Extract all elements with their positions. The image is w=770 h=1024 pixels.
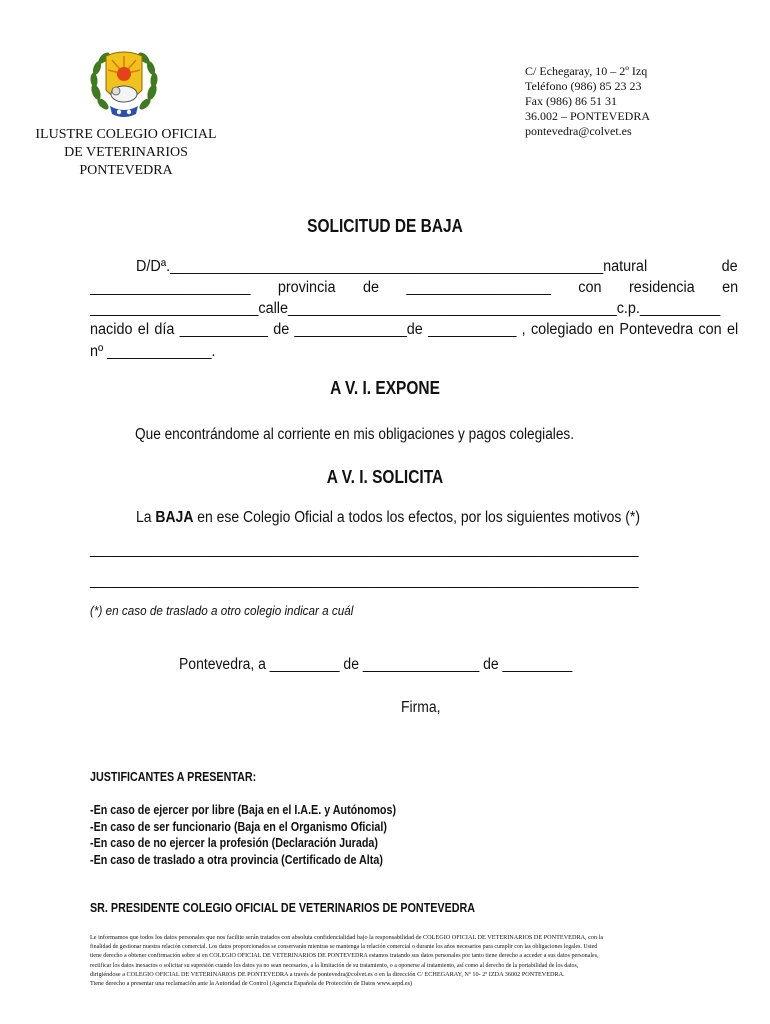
- college-name-line: PONTEVEDRA: [79, 163, 173, 178]
- privacy-notice-line: tiene derecho a obtener confirmación sobre si en COLEGIO OFICIAL DE VETERINARIOS DE PONTEVEDRA estamos tratando sus datos personales por tanto tiene derecho a acceder a sus datos personales,: [90, 952, 599, 960]
- solicita-heading: A V. I. SOLICITA: [326, 467, 444, 487]
- form-line-province: [90, 277, 738, 299]
- solicita-text-prefix: La: [136, 509, 156, 526]
- email-line: pontevedra@colvet.es: [525, 124, 632, 138]
- form-line-text: D/Dª.______________________________________________________natural de: [136, 258, 738, 275]
- college-name: [18, 126, 234, 180]
- contact-info: [525, 64, 650, 139]
- expone-heading: A V. I. EXPONE: [330, 378, 440, 398]
- form-line-text: nacido el día ___________ de ______________de ___________ , colegiado en Pontevedra con el: [90, 321, 739, 338]
- form-line-birth: [90, 319, 738, 341]
- solicita-text-suffix: en ese Colegio Oficial a todos los efectos, por los siguientes motivos (*): [193, 509, 641, 526]
- motivos-blank-line: __________________________________________________________________________: [90, 572, 639, 589]
- privacy-notice-line: finalidad de gestionar nuestra relación comercial. Los datos proporcionados se conservarán mientras se mantenga la relación comercial o durante los años necesarios para cumplir con las obligaciones legales. Usted: [90, 943, 598, 951]
- addressee: SR. PRESIDENTE COLEGIO OFICIAL DE VETERINARIOS DE PONTEVEDRA: [90, 901, 476, 915]
- list-item: -En caso de no ejercer la profesión (Declaración Jurada): [90, 836, 378, 850]
- signature-label: Firma,: [401, 699, 441, 716]
- list-item: -En caso de ejercer por libre (Baja en el I.A.E. y Autónomos): [90, 803, 397, 817]
- justificantes-list: [90, 802, 396, 868]
- privacy-notice-line: Le informamos que todos los datos personales que nos facilite serán tratados con absoluta confidencialidad bajo la responsabilidad de COLEGIO OFICIAL DE VETERINARIOS DE PONTEVEDRA, con la: [90, 934, 604, 941]
- form-line-text: nº _____________.: [90, 343, 216, 360]
- justificantes-heading: JUSTIFICANTES A PRESENTAR:: [90, 770, 257, 784]
- form-line-name: [136, 256, 738, 278]
- solicita-text-bold: BAJA: [155, 509, 194, 526]
- form-line-number: [90, 341, 738, 363]
- postal-line: 36.002 – PONTEVEDRA: [525, 109, 650, 123]
- list-item: -En caso de traslado a otra provincia (Certificado de Alta): [90, 852, 383, 867]
- fax-line: Fax (986) 86 51 31: [525, 94, 617, 108]
- list-item: -En caso de ser funcionario (Baja en el Organismo Oficial): [90, 819, 387, 834]
- motivos-blank-line: __________________________________________________________________________: [90, 541, 639, 558]
- page-title: SOLICITUD DE BAJA: [307, 216, 463, 236]
- date-line: Pontevedra, a _________ de _______________ de _________: [179, 656, 573, 673]
- privacy-notice: [90, 933, 738, 988]
- form-line-text: ____________________ provincia de __________________ con residencia en: [90, 279, 739, 296]
- address-line: C/ Echegaray, 10 – 2º Izq: [525, 64, 648, 78]
- privacy-notice-line: Tiene derecho a presentar una reclamación ante la Autoridad de Control (Agencia Española de Protección de Datos www.aepd.es): [90, 980, 413, 988]
- college-crest-logo: [86, 44, 162, 124]
- privacy-notice-line: rectificar los datos inexactos o solicitar su supresión cuando los datos ya no sean necesarios, a la limitación de su tratamiento, o a oponerse al tratamiento, así como al derecho de la portabilidad de los datos,: [90, 961, 579, 969]
- form-line-text: _____________________calle_________________________________________c.p.__________: [90, 300, 721, 317]
- veterinary-college-crest-icon: [86, 44, 162, 124]
- traslado-note: (*) en caso de traslado a otro colegio indicar a cuál: [90, 603, 354, 618]
- college-name-line: ILUSTRE COLEGIO OFICIAL: [35, 127, 217, 142]
- phone-line: Teléfono (986) 85 23 23: [525, 79, 642, 93]
- form-line-address: [90, 298, 738, 320]
- solicita-text: [136, 509, 640, 527]
- college-name-line: DE VETERINARIOS: [64, 145, 188, 160]
- expone-text: Que encontrándome al corriente en mis obligaciones y pagos colegiales.: [135, 426, 575, 443]
- privacy-notice-line: dirigiéndose a COLEGIO OFICIAL DE VETERINARIOS DE PONTEVEDRA a través de pontevedra@colvet.es o en la dirección C/ ECHEGARAY, Nº 10- 2º IZDA 36002 PONTEVEDRA.: [90, 970, 565, 978]
